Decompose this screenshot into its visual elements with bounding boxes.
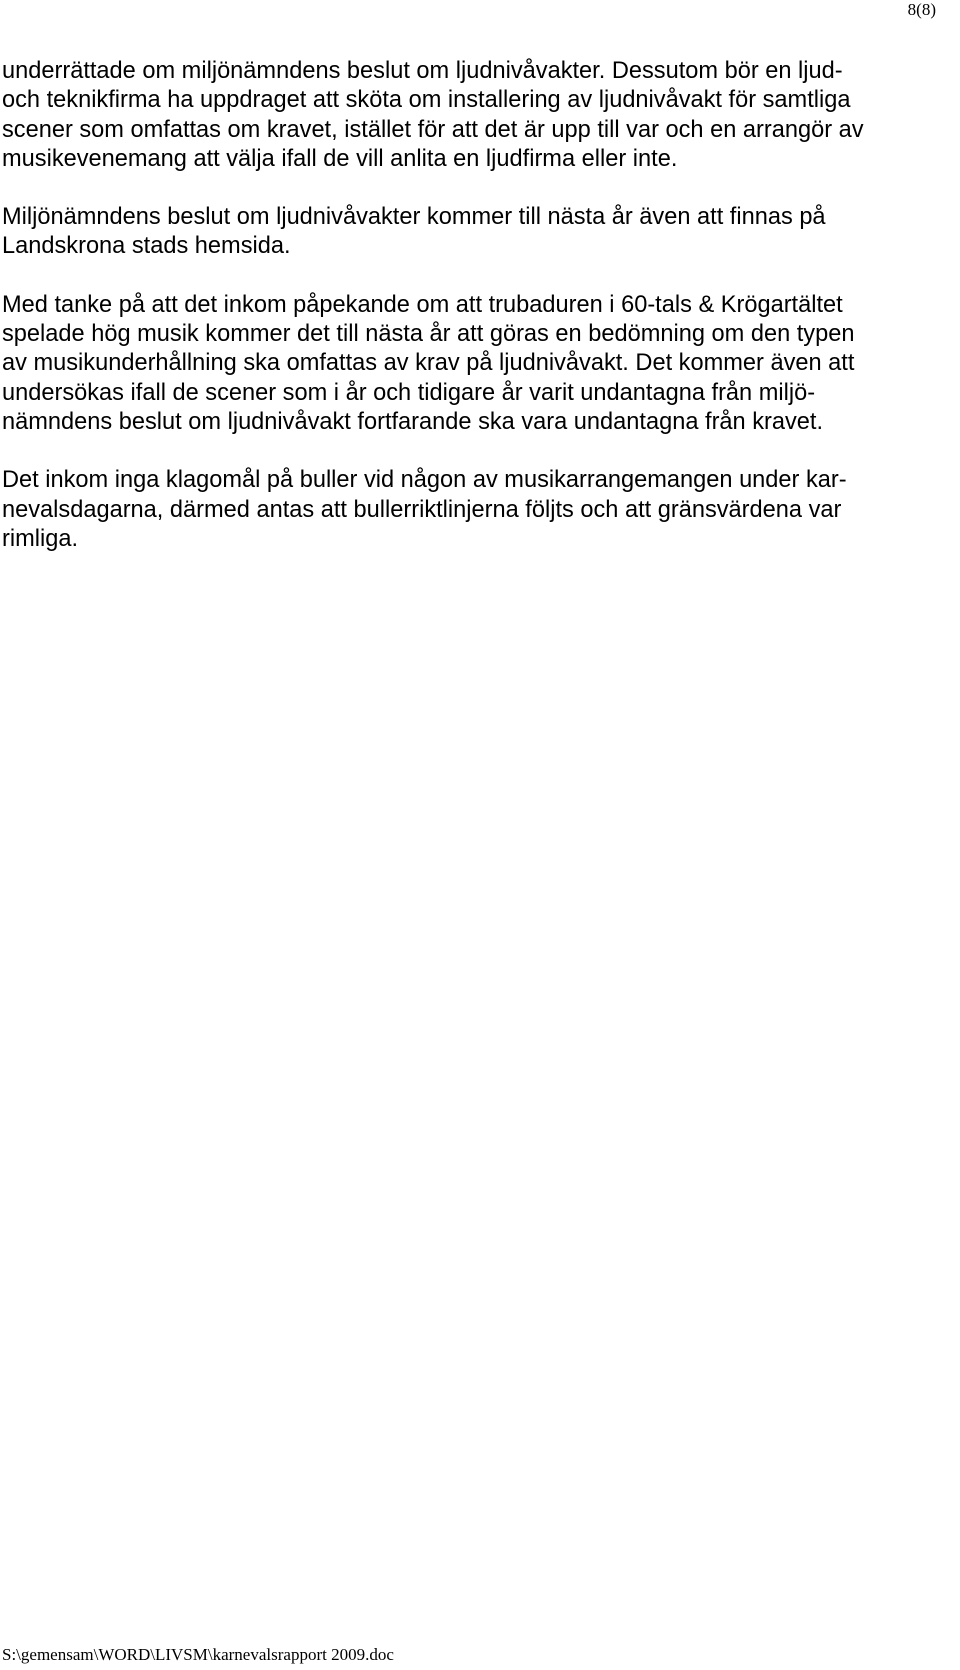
text-line: spelade hög musik kommer det till nästa år att göras en bedömning om den typen: [2, 321, 855, 348]
page-number: 8(8): [907, 0, 936, 19]
paragraph-klagomal: [2, 466, 932, 554]
text-line: nämndens beslut om ljudnivåvakt fortfarande ska vara undantagna från kravet.: [2, 408, 824, 435]
text-line: Miljönämndens beslut om ljudnivåvakter kommer till nästa år även att finnas på: [2, 204, 826, 231]
text-line: undersökas ifall de scener som i år och tidigare år varit undantagna från miljö-: [2, 379, 816, 406]
text-line: nevalsdagarna, därmed antas att bullerriktlinjerna följts och att gränsvärdena var: [2, 496, 842, 523]
paragraph-trubaduren: [2, 291, 932, 437]
paragraph-ljudfirma: [2, 57, 932, 174]
text-line: och teknikfirma ha uppdraget att sköta om installering av ljudnivåvakt för samtliga: [2, 87, 851, 114]
text-line: rimliga.: [2, 525, 79, 552]
document-body: [2, 57, 932, 554]
text-line: musikevenemang att välja ifall de vill anlita en ljudfirma eller inte.: [2, 145, 678, 172]
text-line: scener som omfattas om kravet, istället för att det är upp till var och en arrangör av: [2, 116, 864, 143]
text-line: Med tanke på att det inkom påpekande om att trubaduren i 60-tals & Krögartältet: [2, 291, 843, 318]
footer-file-path: S:\gemensam\WORD\LIVSM\karnevalsrapport 2009.doc: [2, 1645, 394, 1664]
paragraph-hemsida: [2, 203, 932, 262]
text-line: av musikunderhållning ska omfattas av krav på ljudnivåvakt. Det kommer även att: [2, 350, 855, 377]
text-line: Landskrona stads hemsida.: [2, 233, 291, 260]
text-line: Det inkom inga klagomål på buller vid någon av musikarrangemangen under kar-: [2, 467, 847, 494]
text-line: underrättade om miljönämndens beslut om ljudnivåvakter. Dessutom bör en ljud-: [2, 58, 843, 84]
